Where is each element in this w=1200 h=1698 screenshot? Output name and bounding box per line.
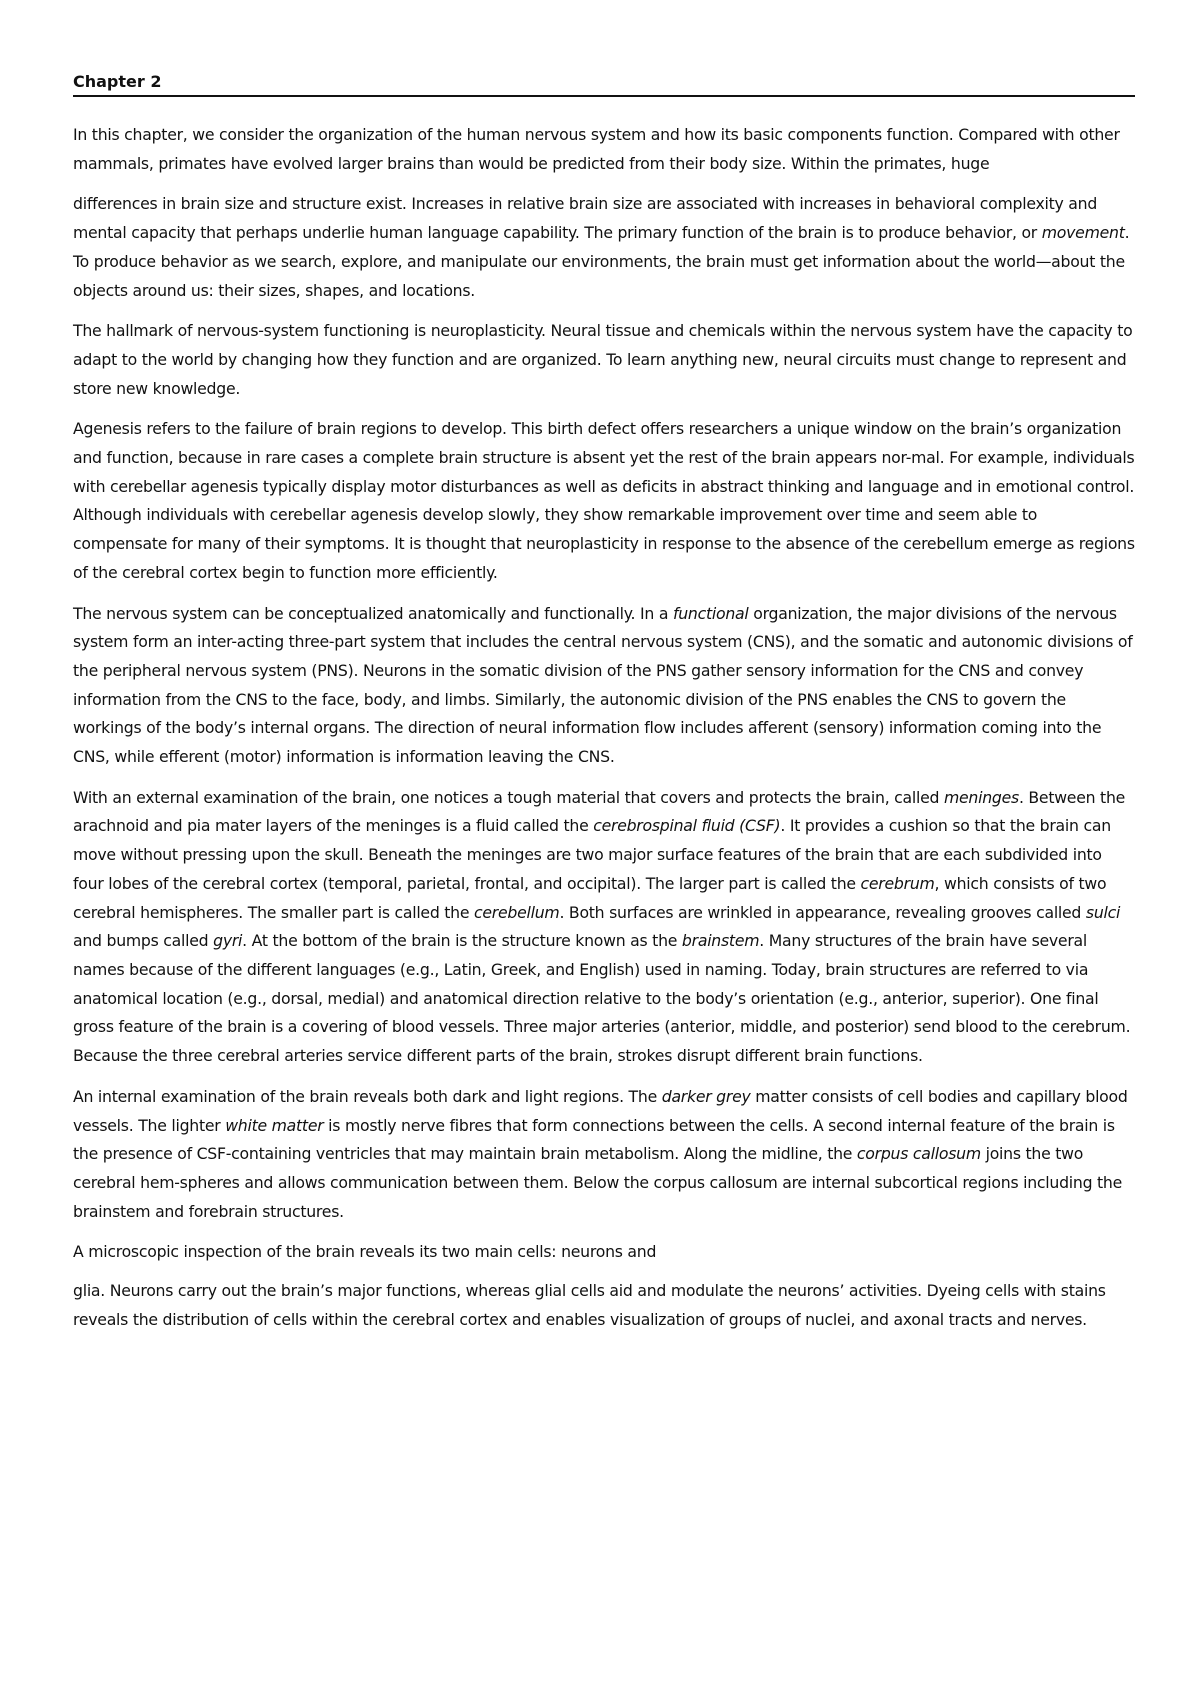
- document-body: [73, 121, 1135, 1334]
- text-run: organization, the major divisions of the nervous system form an inter-acting three-part system that includes the central nervous system (CNS), and the somatic and autonomic divisions of the peripheral nervous system (PNS). Neurons in the somatic division of the PNS gather sensory information for the CNS and convey information from the CNS to the face, body, and limbs. Similarly, the autonomic division of the PNS enables the CNS to govern the workings of the body’s internal organs. The direction of neural information flow includes afferent (sensory) information coming into the CNS, while efferent (motor) information is information leaving the CNS.: [73, 603, 1133, 767]
- italic-term-meninges: meninges: [943, 787, 1019, 807]
- text-run: and bumps called: [73, 931, 214, 951]
- paragraph-agenesis: Agenesis refers to the failure of brain regions to develop. This birth defect offers researchers a unique window on the brain’s organization and function, because in rare cases a complete brain structure is absent yet the rest of the brain appears nor-mal. For example, individuals with cerebellar agenesis typically display motor disturbances as well as deficits in abstract thinking and language and in emotional control. Although individuals with cerebellar agenesis develop slowly, they show remarkable improvement over time and seem able to compensate for many of their symptoms. It is thought that neuroplasticity in response to the absence of the cerebellum emerge as regions of the cerebral cortex begin to function more efficiently.: [73, 419, 1135, 582]
- italic-term-gyri: gyri: [213, 931, 243, 951]
- paragraph-neuroplasticity: The hallmark of nervous-system functioning is neuroplasticity. Neural tissue and chemicals within the nervous system have the capacity to adapt to the world by changing how they function and are organized. To learn anything new, neural circuits must change to represent and store new knowledge.: [73, 321, 1133, 398]
- text-run: matter consists of cell bodies and capillary blood vessels. The lighter: [73, 1086, 1128, 1135]
- italic-term-corpus-callosum: corpus callosum: [856, 1144, 981, 1164]
- chapter-heading: Chapter 2: [73, 72, 1135, 97]
- text-run: , which consists of two cerebral hemispheres. The smaller part is called the: [73, 873, 1107, 922]
- text-run: . To produce behavior as we search, explore, and manipulate our environments, the brain must get information about the world—about the objects around us: their sizes, shapes, and locations.: [73, 223, 1130, 300]
- text-run: is mostly nerve fibres that form connections between the cells. A second internal feature of the brain is the presence of CSF-containing ventricles that may maintain brain metabolism. Along the midline, the: [73, 1115, 1115, 1164]
- paragraph-internal-examination: [73, 1083, 1135, 1227]
- text-run: The nervous system can be conceptualized anatomically and functionally. In a: [73, 603, 673, 623]
- italic-term-csf: cerebrospinal fluid (CSF): [593, 816, 781, 836]
- italic-term-white-matter: white matter: [225, 1115, 324, 1135]
- paragraph-organization: [73, 600, 1135, 772]
- document-page: [73, 72, 1135, 1346]
- text-run: . Many structures of the brain have several names because of the different languages (e.g., Latin, Greek, and English) used in naming. Today, brain structures are referred to via anatomical location (e.g., dorsal, medial) and anatomical direction relative to the body’s orientation (e.g., anterior, superior). One final gross feature of the brain is a covering of blood vessels. Three major arteries (anterior, middle, and posterior) send blood to the cerebrum. Because the three cerebral arteries service different parts of the brain, strokes disrupt different brain functions.: [73, 931, 1131, 1066]
- italic-term-brainstem: brainstem: [681, 931, 760, 951]
- italic-term-functional: functional: [672, 603, 749, 623]
- paragraph-glia: glia. Neurons carry out the brain’s major functions, whereas glial cells aid and modulate the neurons’ activities. Dyeing cells with stains reveals the distribution of cells within the cerebral cortex and enables visualization of groups of nuclei, and axonal tracts and nerves.: [73, 1281, 1106, 1329]
- text-run: . Both surfaces are wrinkled in appearance, revealing grooves called: [559, 902, 1086, 922]
- text-run: . Between the arachnoid and pia mater layers of the meninges is a fluid called the: [73, 787, 1126, 836]
- paragraph-intro: In this chapter, we consider the organization of the human nervous system and how its basic components function. Compared with other mammals, primates have evolved larger brains than would be predicted from their body size. Within the primates, huge: [73, 125, 1120, 173]
- text-run: differences in brain size and structure exist. Increases in relative brain size are associated with increases in behavioral complexity and mental capacity that perhaps underlie human language capability. The primary function of the brain is to produce behavior, or: [73, 194, 1098, 243]
- italic-term-sulci: sulci: [1085, 902, 1121, 922]
- paragraph-external-examination: [73, 784, 1135, 1071]
- paragraph-microscopic: A microscopic inspection of the brain reveals its two main cells: neurons and: [73, 1242, 657, 1262]
- text-run: . It provides a cushion so that the brain can move without pressing upon the skull. Beneath the meninges are two major surface features of the brain that are each subdivided into four lobes of the cerebral cortex (temporal, parietal, frontal, and occipital). The larger part is called the: [73, 816, 1111, 893]
- italic-term-cerebellum: cerebellum: [474, 902, 560, 922]
- text-run: An internal examination of the brain reveals both dark and light regions. The: [73, 1086, 662, 1106]
- italic-term-movement: movement: [1041, 223, 1125, 243]
- italic-term-cerebrum: cerebrum: [860, 873, 935, 893]
- text-run: With an external examination of the brain, one notices a tough material that covers and protects the brain, called: [73, 787, 944, 807]
- text-run: . At the bottom of the brain is the structure known as the: [242, 931, 682, 951]
- paragraph-brain-size: [73, 190, 1135, 305]
- italic-term-darker-grey: darker grey: [661, 1086, 751, 1106]
- text-run: joins the two cerebral hem-spheres and allows communication between them. Below the corpus callosum are internal subcortical regions including the brainstem and forebrain structures.: [73, 1144, 1123, 1221]
